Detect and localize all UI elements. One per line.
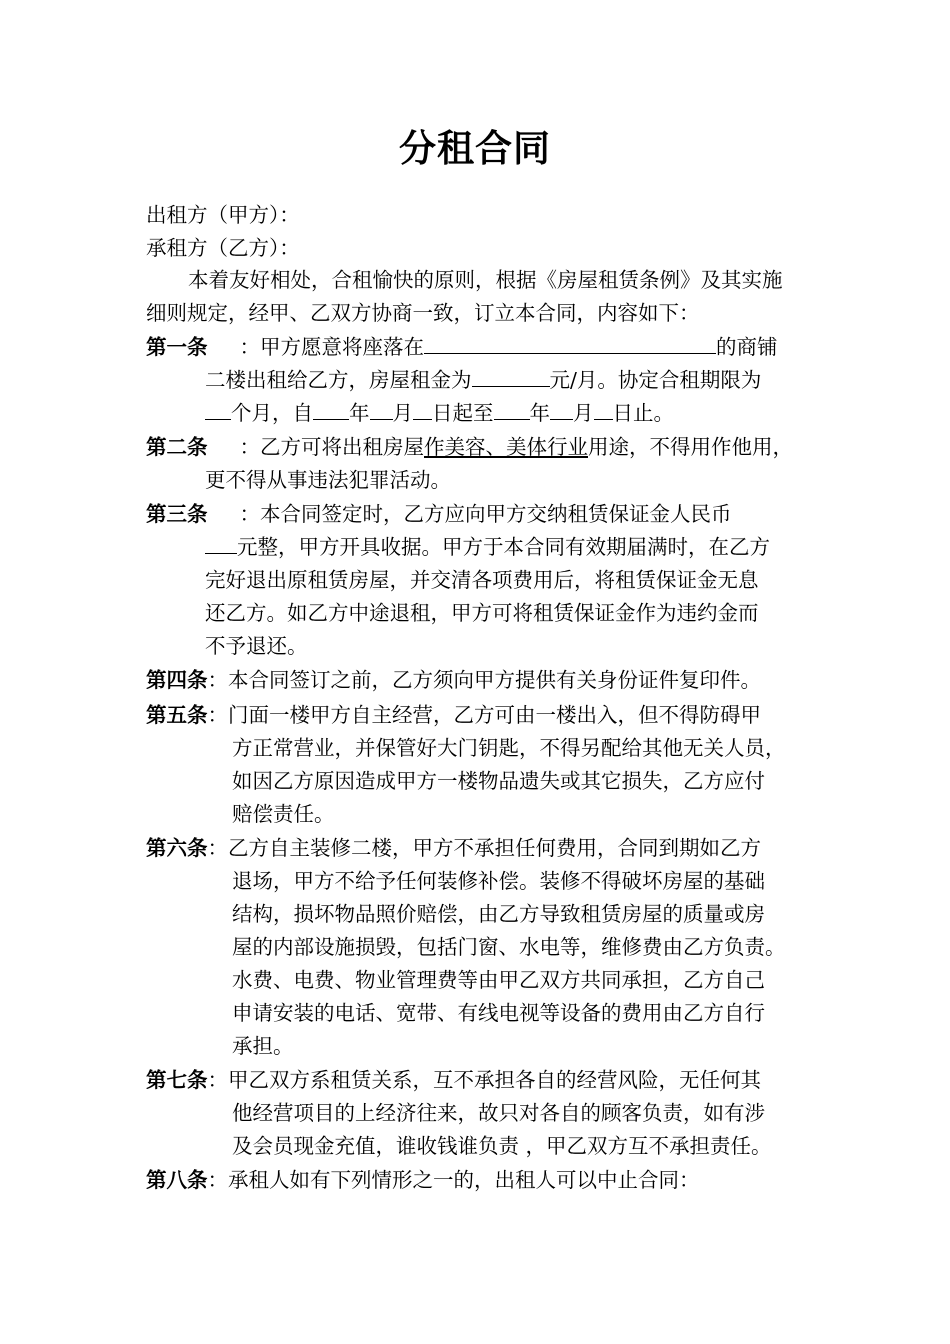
document-title: 分租合同: [399, 127, 551, 170]
article-6-line-5: 水费、电费、物业管理费等由甲乙双方共同承担，乙方自己: [232, 968, 765, 992]
lessee-line: 承租方（乙方）：: [146, 236, 300, 260]
lessor-line: 出租方（甲方）：: [146, 203, 300, 227]
article-6-line-4: 屋的内部设施损毁，包括门窗、水电等，维修费由乙方负责。: [232, 935, 786, 959]
article-3-line-4: 还乙方。如乙方中途退租，甲方可将租赁保证金作为违约金而: [205, 601, 759, 625]
address-blank: [424, 331, 716, 354]
deposit-blank: [205, 531, 237, 554]
article-6-line-7: 承担。: [232, 1034, 294, 1058]
article-5-line-2: 方正常营业，并保管好大门钥匙，不得另配给其他无关人员，: [232, 736, 786, 760]
article-6-line-1: 第六条：乙方自主装修二楼，甲方不承担任何费用，合同到期如乙方: [146, 836, 761, 860]
article-6-line-6: 申请安装的电话、宽带、有线电视等设备的费用由乙方自行: [232, 1001, 765, 1025]
article-2-line-1: 第二条 ：乙方可将出租房屋作美容、美体行业用途，不得用作他用，: [146, 435, 793, 459]
rent-blank: [472, 364, 550, 387]
usage-underlined: 作美容、美体行业: [424, 435, 588, 459]
article-3-line-3: 完好退出原租赁房屋，并交清各项费用后，将租赁保证金无息: [205, 568, 759, 592]
article-7-line-3: 及会员现金充值，谁收钱谁负责 ，甲乙双方互不承担责任。: [232, 1134, 772, 1158]
article-3-line-1: 第三条 ：本合同签定时，乙方应向甲方交纳租赁保证金人民币: [146, 502, 732, 526]
article-1-label: 第一条: [146, 335, 208, 359]
article-4-line-1: 第四条：本合同签订之前，乙方须向甲方提供有关身份证件复印件。: [146, 668, 761, 692]
article-5-line-4: 赔偿责任。: [232, 802, 335, 826]
preamble-line-2: 细则规定，经甲、乙双方协商一致，订立本合同，内容如下：: [146, 301, 700, 325]
article-1-line-3: 个月，自 年 月 日起至 年 月 日止。: [205, 397, 674, 430]
article-8-line-1: 第八条：承租人如有下列情形之一的，出租人可以中止合同：: [146, 1168, 700, 1192]
article-3-line-5: 不予退还。: [205, 634, 308, 658]
article-2-line-2: 更不得从事违法犯罪活动。: [205, 468, 451, 492]
article-7-line-1: 第七条：甲乙双方系租赁关系，互不承担各自的经营风险，无任何其: [146, 1068, 761, 1092]
article-4-label: 第四条: [146, 668, 208, 692]
article-2-label: 第二条: [146, 435, 208, 459]
article-3-line-2: 元整，甲方开具收据。甲方于本合同有效期届满时，在乙方: [205, 531, 770, 564]
article-6-line-2: 退场，甲方不给予任何装修补偿。装修不得破坏房屋的基础: [232, 869, 765, 893]
article-7-label: 第七条: [146, 1068, 208, 1092]
article-1-line-1: 第一条 ：甲方愿意将座落在 的商铺: [146, 331, 778, 364]
article-3-label: 第三条: [146, 502, 208, 526]
article-1-line-2: 二楼出租给乙方，房屋租金为 元/月。协定合租期限为: [205, 364, 761, 397]
article-6-label: 第六条: [146, 836, 208, 860]
article-7-line-2: 他经营项目的上经济往来，故只对各自的顾客负责，如有涉: [232, 1101, 765, 1125]
article-8-label: 第八条: [146, 1168, 208, 1192]
preamble-line-1: 本着友好相处，合租愉快的原则，根据《房屋租赁条例》及其实施: [188, 268, 783, 292]
article-5-label: 第五条: [146, 703, 208, 727]
article-6-line-3: 结构，损坏物品照价赔偿，由乙方导致租赁房屋的质量或房: [232, 902, 765, 926]
article-5-line-3: 如因乙方原因造成甲方一楼物品遗失或其它损失，乙方应付: [232, 769, 765, 793]
article-5-line-1: 第五条：门面一楼甲方自主经营，乙方可由一楼出入，但不得防碍甲: [146, 703, 761, 727]
